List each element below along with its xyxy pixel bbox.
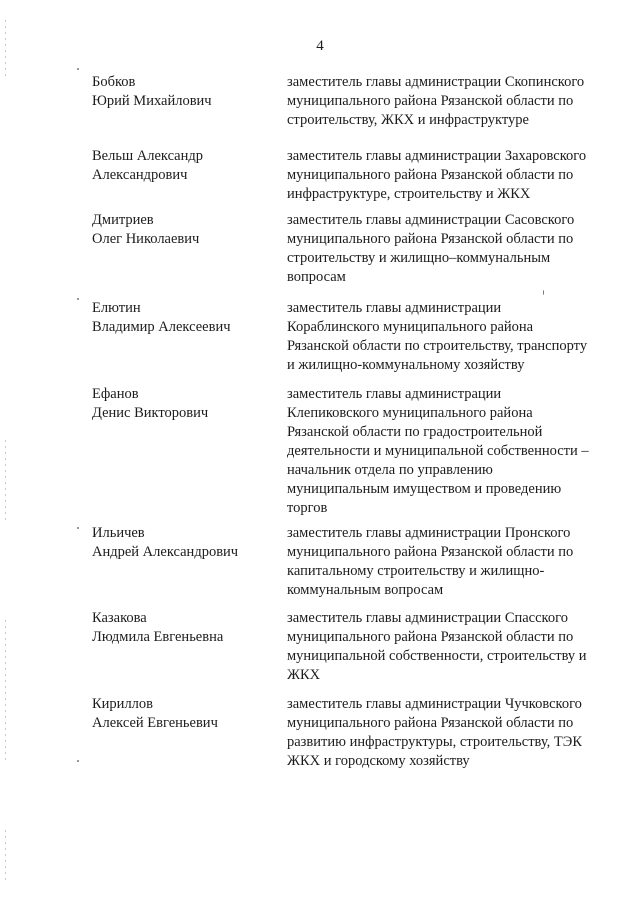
- official-position-line: капитальному строительству и жилищно-: [287, 563, 545, 579]
- official-position-line: начальник отдела по управлению: [287, 462, 493, 478]
- official-name-line: Олег Николаевич: [92, 231, 200, 247]
- official-name: [92, 147, 272, 185]
- scan-speck: [543, 290, 544, 295]
- official-position-line: заместитель главы администрации Пронского: [287, 525, 571, 541]
- scan-speck: [77, 527, 79, 529]
- official-position-line: муниципальным имуществом и проведению: [287, 481, 562, 497]
- official-name-line: Вельш Александр: [92, 148, 204, 164]
- scan-edge-marks: [5, 440, 6, 520]
- official-name: [92, 385, 272, 423]
- official-position-line: развитию инфраструктуры, строительству, ТЭК: [287, 734, 583, 750]
- official-name-line: Кириллов: [92, 696, 154, 712]
- official-name-line: Владимир Алексеевич: [92, 319, 231, 335]
- official-name: [92, 299, 272, 337]
- official-position-line: заместитель главы администрации Сасовского: [287, 212, 575, 228]
- official-name-line: Дмитриев: [92, 212, 154, 228]
- official-position-line: ЖКХ: [287, 667, 321, 683]
- scan-edge-marks: [5, 830, 6, 880]
- official-name-line: Юрий Михайлович: [92, 93, 212, 109]
- official-position: [287, 385, 617, 518]
- official-position-line: заместитель главы администрации Захаровского: [287, 148, 587, 164]
- scan-edge-marks: [5, 620, 6, 760]
- official-position: [287, 299, 617, 375]
- official-position-line: Клепиковского муниципального района: [287, 405, 533, 421]
- official-position-line: заместитель главы администрации: [287, 386, 502, 402]
- official-name-line: Ильичев: [92, 525, 145, 541]
- official-position-line: и жилищно-коммунальному хозяйству: [287, 357, 525, 373]
- official-position-line: Кораблинского муниципального района: [287, 319, 534, 335]
- official-position-line: муниципального района Рязанской области по: [287, 715, 574, 731]
- official-name: [92, 695, 272, 733]
- official-position-line: муниципального района Рязанской области по: [287, 544, 574, 560]
- scan-speck: [77, 760, 79, 762]
- official-position: [287, 147, 617, 204]
- official-name-line: Александрович: [92, 167, 188, 183]
- official-position-line: Рязанской области по градостроительной: [287, 424, 543, 440]
- official-position-line: заместитель главы администрации: [287, 300, 502, 316]
- scan-speck: [77, 68, 79, 70]
- official-position-line: муниципального района Рязанской области по: [287, 231, 574, 247]
- official-position-line: Рязанской области по строительству, транспорту: [287, 338, 588, 354]
- official-position-line: деятельности и муниципальной собственности –: [287, 443, 589, 459]
- official-name: [92, 73, 272, 111]
- official-name-line: Ефанов: [92, 386, 139, 402]
- official-position-line: инфраструктуре, строительству и ЖКХ: [287, 186, 531, 202]
- official-position-line: заместитель главы администрации Чучковского: [287, 696, 582, 712]
- official-position-line: вопросам: [287, 269, 346, 285]
- official-name: [92, 524, 272, 562]
- official-name-line: Бобков: [92, 74, 136, 90]
- official-position-line: ЖКХ и городскому хозяйству: [287, 753, 470, 769]
- official-name-line: Людмила Евгеньевна: [92, 629, 224, 645]
- official-position-line: муниципального района Рязанской области по: [287, 629, 574, 645]
- official-position-line: заместитель главы администрации Скопинского: [287, 74, 585, 90]
- official-position: [287, 524, 617, 600]
- official-position-line: муниципальной собственности, строительству и: [287, 648, 587, 664]
- official-position-line: муниципального района Рязанской области по: [287, 167, 574, 183]
- official-name: [92, 211, 272, 249]
- page-number: 4: [316, 38, 324, 54]
- official-name-line: Алексей Евгеньевич: [92, 715, 218, 731]
- official-position-line: строительству и жилищно–коммунальным: [287, 250, 551, 266]
- official-position-line: муниципального района Рязанской области по: [287, 93, 574, 109]
- official-name-line: Казакова: [92, 610, 147, 626]
- official-name-line: Денис Викторович: [92, 405, 209, 421]
- official-position: [287, 211, 617, 287]
- official-position: [287, 609, 617, 685]
- official-name-line: Андрей Александрович: [92, 544, 239, 560]
- official-name: [92, 609, 272, 647]
- official-name-line: Елютин: [92, 300, 141, 316]
- official-position: [287, 73, 617, 130]
- official-position: [287, 695, 617, 771]
- official-position-line: торгов: [287, 500, 328, 516]
- scan-speck: [77, 298, 79, 300]
- official-position-line: строительству, ЖКХ и инфраструктуре: [287, 112, 529, 128]
- official-position-line: заместитель главы администрации Спасского: [287, 610, 568, 626]
- official-position-line: коммунальным вопросам: [287, 582, 444, 598]
